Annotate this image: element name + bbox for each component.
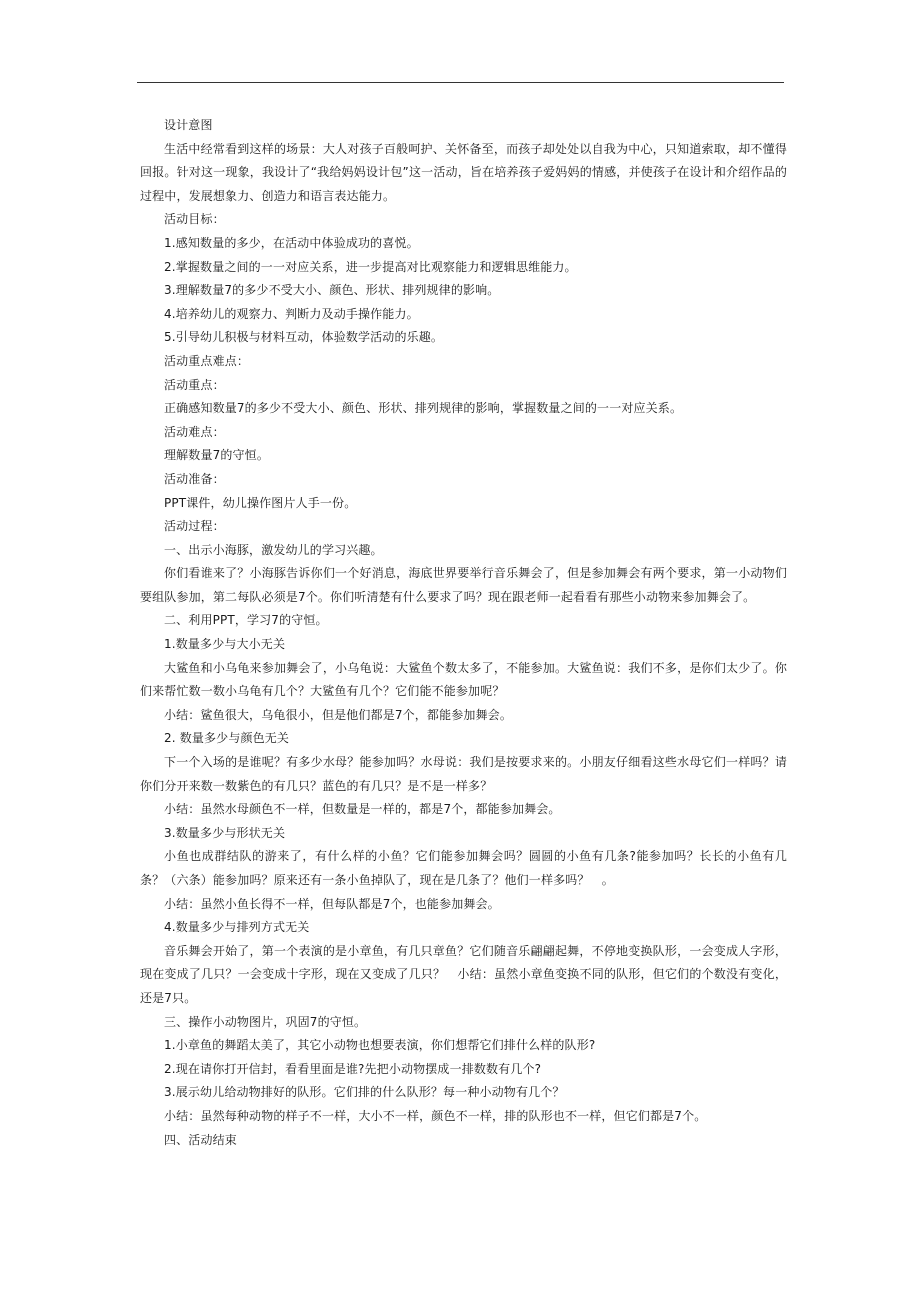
paragraph: 音乐舞会开始了，第一个表演的是小章鱼，有几只章鱼？它们随音乐翩翩起舞，不停地变换队形，一会变成人字形，现在变成了几只？一会变成十字形，现在又变成了几只？ 小结：虽然小章鱼变换不同的队形，但它们的个数没有变化，还是7只。 (140, 943, 787, 1005)
subsection-heading: 2. 数量多少与颜色无关 (164, 731, 290, 746)
list-item: 3.理解数量7的多少不受大小、颜色、形状、排列规律的影响。 (164, 283, 500, 298)
section-heading: 活动目标： (164, 212, 225, 227)
summary: 小结：虽然每种动物的样子不一样，大小不一样，颜色不一样，排的队形也不一样，但它们都是7个。 (164, 1108, 707, 1123)
paragraph: 小鱼也成群结队的游来了，有什么样的小鱼？它们能参加舞会吗？圆圆的小鱼有几条?能参加吗？长长的小鱼有几条？（六条）能参加吗？原来还有一条小鱼掉队了，现在是几条了？他们一样多吗？ 。 (140, 849, 787, 887)
paragraph: 下一个入场的是谁呢？有多少水母？能参加吗？水母说：我们是按要求来的。小朋友仔细看这些水母它们一样吗？请你们分开来数一数紫色的有几只？蓝色的有几只？是不是一样多？ (140, 755, 787, 793)
section-heading: 活动难点： (164, 424, 225, 439)
list-item: 2.掌握数量之间的一一对应关系，进一步提高对比观察能力和逻辑思维能力。 (164, 259, 577, 274)
header-rule (137, 82, 784, 83)
section-heading: 活动重点： (164, 377, 225, 392)
list-item: 1.感知数量的多少，在活动中体验成功的喜悦。 (164, 235, 419, 250)
section-heading: 活动过程： (164, 519, 225, 534)
paragraph: 大鲨鱼和小乌龟来参加舞会了，小乌龟说：大鲨鱼个数太多了，不能参加。大鲨鱼说：我们不多，是你们太少了。你们来帮忙数一数小乌龟有几个？大鲨鱼有几个？它们能不能参加呢？ (140, 660, 787, 699)
step-heading: 四、活动结束 (164, 1132, 237, 1147)
step-heading: 二、利用PPT，学习7的守恒。 (164, 613, 328, 628)
step-heading: 一、出示小海豚，激发幼儿的学习兴趣。 (164, 542, 383, 557)
summary: 小结：虽然小鱼长得不一样，但每队都是7个，也能参加舞会。 (164, 896, 500, 911)
section-heading: 设计意图 (164, 118, 213, 132)
summary: 小结：虽然水母颜色不一样，但数量是一样的，都是7个，都能参加舞会。 (164, 802, 561, 817)
document-body (140, 114, 787, 1152)
list-item: 4.培养幼儿的观察力、判断力及动手操作能力。 (164, 306, 419, 321)
paragraph: 生活中经常看到这样的场景：大人对孩子百般呵护、关怀备至，而孩子却处处以自我为中心，只知道索取，却不懂得回报。针对这一现象，我设计了“我给妈妈设计包”这一活动，旨在培养孩子爱妈妈的情感，并使孩子在设计和介绍作品的过程中，发展想象力、创造力和语言表达能力。 (140, 141, 787, 203)
list-item: 5.引导幼儿积极与材料互动，体验数学活动的乐趣。 (164, 330, 444, 345)
section-heading: 活动准备： (164, 471, 225, 486)
subsection-heading: 3.数量多少与形状无关 (164, 825, 286, 840)
list-item: 3.展示幼儿给动物排好的队形。它们排的什么队形？每一种小动物有几个？ (164, 1085, 565, 1100)
paragraph: 正确感知数量7的多少不受大小、颜色、形状、排列规律的影响，掌握数量之间的一一对应关系。 (164, 401, 683, 416)
paragraph: 你们看谁来了？小海豚告诉你们一个好消息，海底世界要举行音乐舞会了，但是参加舞会有两个要求，第一小动物们要组队参加，第二每队必须是7个。你们听清楚有什么要求了吗？现在跟老师一起看看有那些小动物来参加舞会了。 (140, 566, 787, 604)
subsection-heading: 1.数量多少与大小无关 (164, 637, 286, 652)
paragraph: 理解数量7的守恒。 (164, 448, 269, 463)
summary: 小结：鲨鱼很大，乌龟很小，但是他们都是7个，都能参加舞会。 (164, 707, 512, 722)
paragraph: PPT课件，幼儿操作图片人手一份。 (164, 495, 357, 510)
list-item: 2.现在请你打开信封，看看里面是谁?先把小动物摆成一排数数有几个? (164, 1061, 542, 1076)
step-heading: 三、操作小动物图片，巩固7的守恒。 (164, 1014, 367, 1029)
subsection-heading: 4.数量多少与排列方式无关 (164, 920, 310, 935)
section-heading: 活动重点难点： (164, 353, 250, 368)
list-item: 1.小章鱼的舞蹈太美了，其它小动物也想要表演，你们想帮它们排什么样的队形? (164, 1038, 596, 1053)
